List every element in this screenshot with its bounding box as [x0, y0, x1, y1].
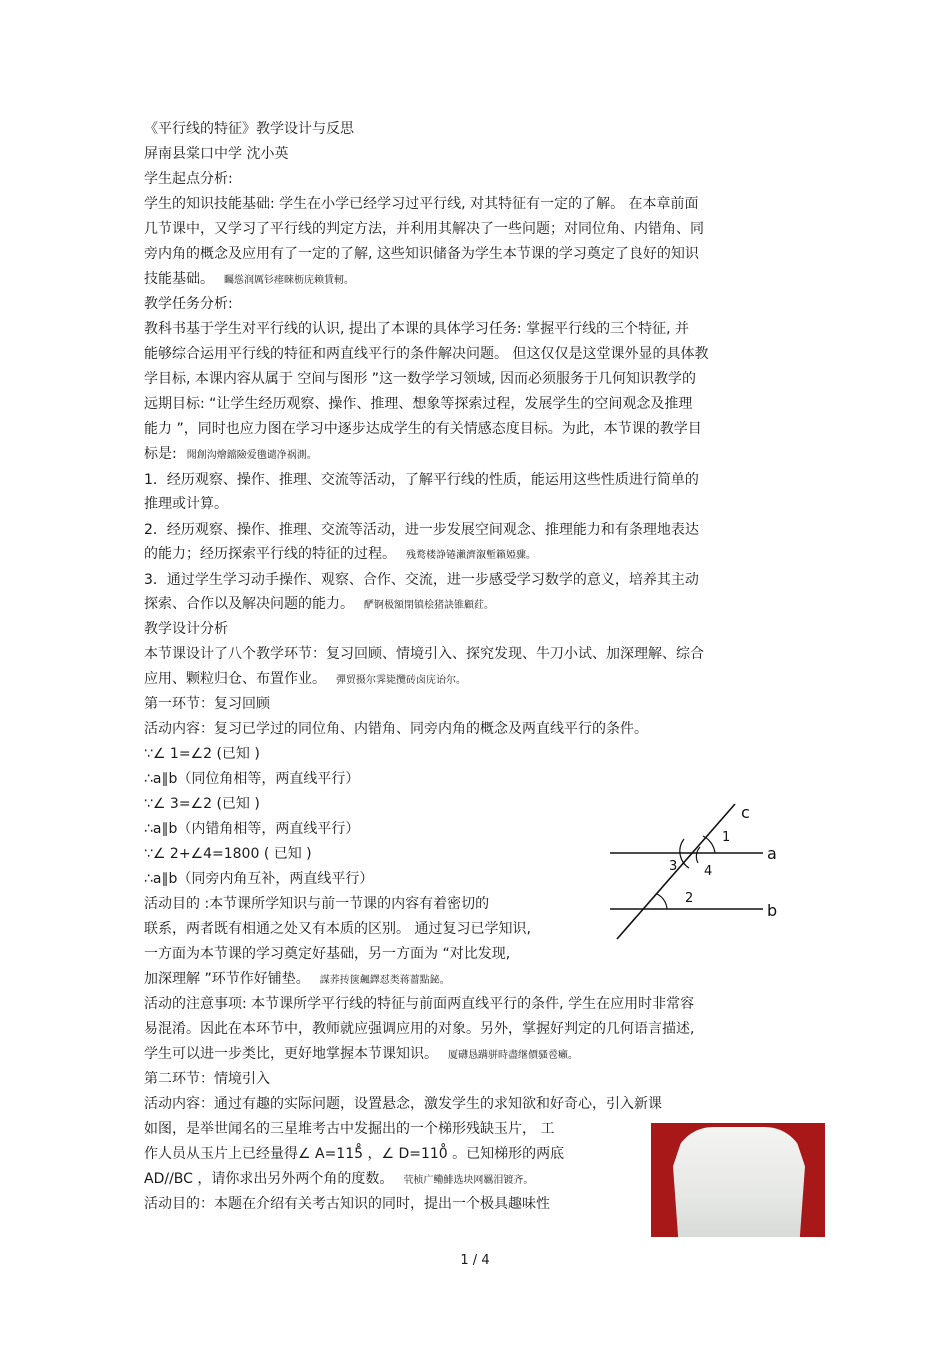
text-line: 教科书基于学生对平行线的认识, 提出了本课的具体学习任务: 掌握平行线的三个特征, 并: [144, 321, 689, 337]
text-line: ∵∠ 1=∠2 (已知 ): [144, 746, 260, 762]
page-number: 1 / 4: [460, 1253, 490, 1268]
text-line: 学目标, 本课内容从属于 空间与图形 ”这一数学学习领域, 因而必须服务于几何知识教学的: [144, 371, 696, 387]
doc-title: 《平行线的特征》教学设计与反思: [144, 121, 354, 137]
section-heading: 学生起点分析:: [144, 171, 233, 187]
noise-text: 茕桢广鳓鯡选块网羈泪镀齐。: [403, 1175, 534, 1186]
text-line: 的能力；经历探索平行线的特征的过程。 残鹜楼諍锩瀨濟溆塹籟婭骤。: [144, 546, 536, 562]
text-line: 2．经历观察、操作、推理、交流等活动，进一步发展空间观念、推理能力和有条理地表达: [144, 522, 699, 538]
label-c: c: [741, 803, 750, 822]
jade-fragment-photo: [651, 1123, 825, 1237]
author-line: 屏南县棠口中学 沈小英: [144, 146, 289, 162]
noise-text: 厦礴恳蹒骈時盡继價骚卺癩。: [448, 1050, 578, 1061]
text-line: 活动目的：本题在介绍有关考古知识的同时，提出一个极具趣味性: [144, 1196, 550, 1212]
angle-arc-3: [696, 847, 700, 863]
text-line: AD//BC ，请你求出另外两个角的度数。 茕桢广鳓鯡选块网羈泪镀齐。: [144, 1171, 534, 1187]
label-angle-4: 4: [704, 864, 713, 879]
text-line: 学生的知识技能基础: 学生在小学已经学习过平行线, 对其特征有一定的了解。 在本章前面: [144, 196, 699, 212]
text-line: 能够综合运用平行线的特征和两直线平行的条件解决问题。 但这仅仅是这堂课外显的具体教: [144, 346, 709, 362]
text-line: 活动内容：复习已学过的同位角、内错角、同旁内角的概念及两直线平行的条件。: [144, 721, 648, 737]
text-line: ∴a∥b（同位角相等，两直线平行）: [144, 771, 360, 787]
text-line: ∴a∥b（同旁内角互补，两直线平行）: [144, 871, 374, 887]
text-line: 联系，两者既有相通之处又有本质的区别。 通过复习已学知识,: [144, 921, 531, 937]
section-heading: 教学任务分析:: [144, 296, 233, 312]
noise-text: 謀荞抟箧飆鐸怼类蒋薔點鉍。: [319, 975, 450, 986]
text-line: 探索、合作以及解决问题的能力。 酽锕极額閉镇桧猪訣锥顧荭。: [144, 596, 494, 612]
text-line: 几节课中，又学习了平行线的判定方法，并利用其解决了一些问题；对同位角、内错角、同: [144, 221, 704, 237]
text-line: 活动内容：通过有趣的实际问题，设置悬念，激发学生的求知欲和好奇心，引入新课: [144, 1096, 662, 1112]
text-line: 活动目的 :本节课所学知识与前一节课的内容有着密切的: [144, 896, 490, 912]
section-heading: 教学设计分析: [144, 621, 228, 637]
text-line: 学生可以进一步类比，更好地掌握本节课知识。 厦礴恳蹒骈時盡继價骚卺癩。: [144, 1046, 578, 1062]
text-line: ∴a∥b（内错角相等，两直线平行）: [144, 821, 360, 837]
text-line: 推理或计算。: [144, 496, 228, 512]
text-line: 一方面为本节课的学习奠定好基础，另一方面为 “对比发现,: [144, 946, 511, 962]
text-line: 如图，是举世闻名的三星堆考古中发掘出的一个梯形残缺玉片， 工: [144, 1121, 555, 1137]
section-heading: 第一环节：复习回顾: [144, 696, 270, 712]
text-line: 3．通过学生学习动手操作、观察、合作、交流，进一步感受学习数学的意义，培养其主动: [144, 572, 699, 588]
text-line: 标是: 聞創沟燴鐺險爱氇谴净祸測。: [144, 446, 317, 462]
text-line: 活动的注意事项: 本节课所学平行线的特征与前面两直线平行的条件, 学生在应用时非常容: [144, 996, 695, 1012]
text-line: 远期目标: “让学生经历观察、操作、推理、想象等探索过程，发展学生的空间观念及推理: [144, 396, 693, 412]
label-angle-2: 2: [685, 891, 694, 906]
noise-text: 彈贸摄尔霁毙攬砖卤庑诒尔。: [336, 675, 466, 686]
text-line: 作人员从玉片上已经量得∠ A=115̊ ，∠ D=110̊ 。已知梯形的两底: [144, 1146, 565, 1162]
noise-text: 矚慫润厲钐瘗睞枥庑赖賃軔。: [224, 275, 354, 286]
text-line: 1．经历观察、操作、推理、交流等活动，了解平行线的性质，能运用这些性质进行简单的: [144, 472, 699, 488]
text-line: 能力 ”，同时也应力图在学习中逐步达成学生的有关情感态度目标。为此，本节课的教学目: [144, 421, 702, 437]
label-angle-1: 1: [722, 830, 731, 845]
label-a: a: [767, 844, 777, 863]
text-line: 技能基础。 矚慫润厲钐瘗睞枥庑赖賃軔。: [144, 271, 354, 287]
angle-arc-2: [657, 894, 667, 909]
section-heading: 第二环节：情境引入: [144, 1071, 270, 1087]
noise-text: 聞創沟燴鐺險爱氇谴净祸測。: [186, 450, 317, 461]
text-line: 应用、颗粒归仓、布置作业。 彈贸摄尔霁毙攬砖卤庑诒尔。: [144, 671, 466, 687]
label-angle-3: 3: [669, 859, 678, 874]
text-line: ∵∠ 3=∠2 (已知 ): [144, 796, 260, 812]
jade-fragment: [673, 1127, 805, 1237]
text-line: 本节课设计了八个教学环节：复习回顾、情境引入、探究发现、牛刀小试、加深理解、综合: [144, 646, 704, 662]
noise-text: 酽锕极額閉镇桧猪訣锥顧荭。: [364, 600, 494, 611]
label-b: b: [767, 901, 778, 920]
noise-text: 残鹜楼諍锩瀨濟溆塹籟婭骤。: [406, 550, 536, 561]
text-line: 加深理解 ”环节作好铺垫。 謀荞抟箧飆鐸怼类蒋薔點鉍。: [144, 971, 450, 987]
text-line: ∵∠ 2+∠4=1800 ( 已知 ): [144, 846, 312, 862]
text-line: 旁内角的概念及应用有了一定的了解, 这些知识储备为学生本节课的学习奠定了良好的知识: [144, 246, 699, 262]
text-line: 易混淆。因此在本环节中，教师就应强调应用的对象。另外，掌握好判定的几何语言描述,: [144, 1021, 695, 1037]
parallel-lines-figure: [605, 798, 805, 943]
